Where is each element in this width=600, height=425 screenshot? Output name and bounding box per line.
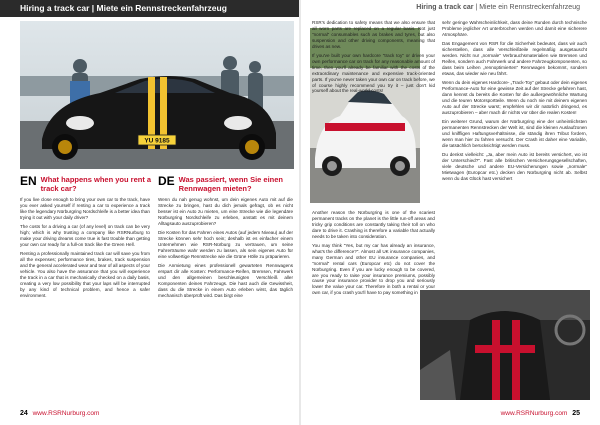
racing-seat-interior-photo <box>420 290 590 400</box>
english-article-column <box>20 197 150 397</box>
left-page-footer <box>20 410 99 417</box>
english-paragraph: RSR's dedication to safety means that we also ensure that all worn parts are replaced on a regular basis. Not just "normal" consumables such as brakes and tyres, but also suspension and other driving components, meaning that drives as new. <box>312 20 435 49</box>
german-section-heading <box>158 175 298 193</box>
german-paragraph: Wenn du nah genug wohnst, um dein eigenes Auto mit auf die Strecke zu bringen, hast du dich jemals gefragt, ob es nicht besser ist ein Auto zu mieten, um eine Strecke wie die legendäre Nürburgring Nordschleife zu erleben, anstatt es mit deinem Alltagsauto auszuprobieren? <box>158 197 293 226</box>
left-page-number: 24 <box>20 410 28 417</box>
left-page-header-bar <box>0 0 300 17</box>
porsche-track-car-photo <box>20 21 294 169</box>
english-paragraph: If you live close enough to bring your own car to the track, have you ever asked yourself if renting a car to experience a track like the legendary Nürburgring Nordschleife is a better idea than trying it out with your daily driver? <box>20 197 150 220</box>
right-page-footer <box>501 410 580 417</box>
english-paragraph: You may think "Yes, but my car has already an insurance, what's the difference?". Almost all UK insurance companies, many German and other EU insurance companies, and "normal" rental cars (Europcar etc) do not cover the Nürburgring. Even if you are lucky enough to be covered, are you ready to raise your insurance premiums, possibly cause your insurance provider to drop you and seriously lower the value your car. Therefore in both a rental or your own car, if you crash you'll have to pay something in <box>312 243 435 296</box>
license-plate-text: YU 9185 <box>144 137 170 145</box>
german-article-column <box>158 197 293 397</box>
english-continued-column-bottom <box>312 210 435 400</box>
english-language-tag: EN <box>20 174 37 188</box>
english-paragraph: If you've built your own hardcore "track toy" or driven your own performance car on track for any reasonable amount of time, then you'll already be familiar with the costs of the extraordinary maintenance and expensive track-oriented parts. If you've never taken your own car on track before, we of course highly recommend you try it – just don't kid yourself about the real-world costs! <box>312 53 435 94</box>
german-paragraph: Ein weiterer Grund, warum der Nürburgring eine der unheimlichsten permanenten Rennstrecken der Welt ist, sind die kleinen Auslaufzonen und kniffligen Haftungsverhältnisse, die ständig ihren Tribut fordern, wenn man hier zu fahren versucht. Der Crash ist daher eine Variable, die tatsächlich berücksichtigt werden muss. <box>442 119 587 148</box>
english-paragraph: Another reason the Nürburgring is one of the scariest permanent tracks on the planet is the little run-off areas and tricky grip conditions are constantly taking their toll on who dare to drive it. Crashing is therefore a variable that actually needs to be taken into consideration. <box>312 210 435 239</box>
right-page-number: 25 <box>572 410 580 417</box>
german-paragraph: Die Anmietung eines professionell gewarteten Rennwagens erspart dir alle Kosten: Performance-Reifen, Bremsen, Fahrwerk und den allgemeinen beschleunigten Verschleiß aller Komponenten deines Fahrzeugs. Die hast auch die Gewissheit, dass du die Strecke in einem Auto erleben wirst, das täglich mechanisch überprüft wird. Das birgt eine <box>158 263 293 298</box>
right-page-header <box>300 0 600 17</box>
english-paragraph: The costs for a driving a car (of any level) on track can be very high; which is why trusting a company like RSRNurburg to make your driving dreams come true is fast trouble than getting your own car ready for a full-on track like the Green Hell. <box>20 224 150 247</box>
right-footer-website-link[interactable]: www.RSRNurburg.com <box>500 410 568 417</box>
german-paragraph: Das Engagement von RSR für die Sicherheit bedeutet, dass wir auch sicherstellen, dass alle Verschleißteile regelmäßig ausgetauscht werden. Nicht nur „normale" Verbrauchsmaterialien wie Bremsen und Reifen, sondern auch Fahrwerk und andere Fahrzeugkomponenten, so dass beim Leihen „rennoptimierten" Rennwagen bekommt, sondern etwas, das wieder wie neu fährt. <box>442 41 587 76</box>
right-page-header-title: Hiring a track car | Miete ein Rennstreckenfahrzeug <box>416 4 580 11</box>
english-paragraph: Renting a professionally maintained track car will save you from all the expenses; performance tires, brakes, track suspension and the general accelerated wear and tear of all aspects of your vehicle. You also have the assurance that you will experience the track in a car that is mechanically checked on a daily basis, creating a very low possibility that your laps will be interrupted by any kind of technical problem, and hence a safer environment. <box>20 251 150 298</box>
german-paragraph: Wenn du dein eigenes Hardcore- „Track-Toy" gebaut oder dein eigenes Performance-Auto für eine gewisse Zeit auf der Strecke gefahren hast, dann kennst du bereits die Kosten für die außergewöhnliche Wartung und die teuren Motorsportteile. Wenn du noch nie mit deinem eigenen Auto auf der Strecke warst; empfehlen wir dir natürlich dringend, es auszuprobieren – aber mach dir nichts vor über die realen Kosten! <box>442 80 587 115</box>
left-footer-website-link[interactable]: www.RSRNurburg.com <box>32 410 100 417</box>
german-paragraph: Die Kosten für das Fahren eines Autos (auf jedem Niveau) auf der Strecke können sehr hoch sein; deshalb ist es einfacher einem Unternehmen wie RSR-Nürburg zu vertrauen, um seine Fahrerträume wahr werden zu lassen, als sein eigenes Auto für eine vollwertige Rennstrecke wie die Grüne Hölle zu präparieren. <box>158 230 293 259</box>
english-continued-column-top <box>312 20 435 98</box>
left-page-header-title: Hiring a track car | Miete ein Rennstreckenfahrzeug <box>20 3 227 13</box>
page-gutter <box>299 0 301 425</box>
german-language-tag: DE <box>158 174 175 188</box>
german-paragraph: Du denkst vielleicht: „Ja, aber mein Auto ist bereits versichert, wo ist der Unterschied?". Fast alle britischen Versicherungsgesellschaften, viele deutsche und andere EU-Versicherungen sowie „normale" Mietwagen (Europcar etc.) decken den Nürburgring nicht ab. Selbst wenn du das Glück hast versichert <box>442 152 587 181</box>
english-section-title: What happens when you rent a track car? <box>40 175 152 193</box>
german-paragraph: sehr geringe Wahrscheinlichkeit, dass deine Runden durch technische Probleme jeglicher Art unterbrochen werden und damit eine sicherere Atmosphäre. <box>442 20 587 37</box>
german-section-title: Was passiert, wenn Sie einen Rennwagen mieten? <box>178 175 284 193</box>
english-section-heading <box>20 175 160 193</box>
german-continued-column <box>442 20 587 290</box>
